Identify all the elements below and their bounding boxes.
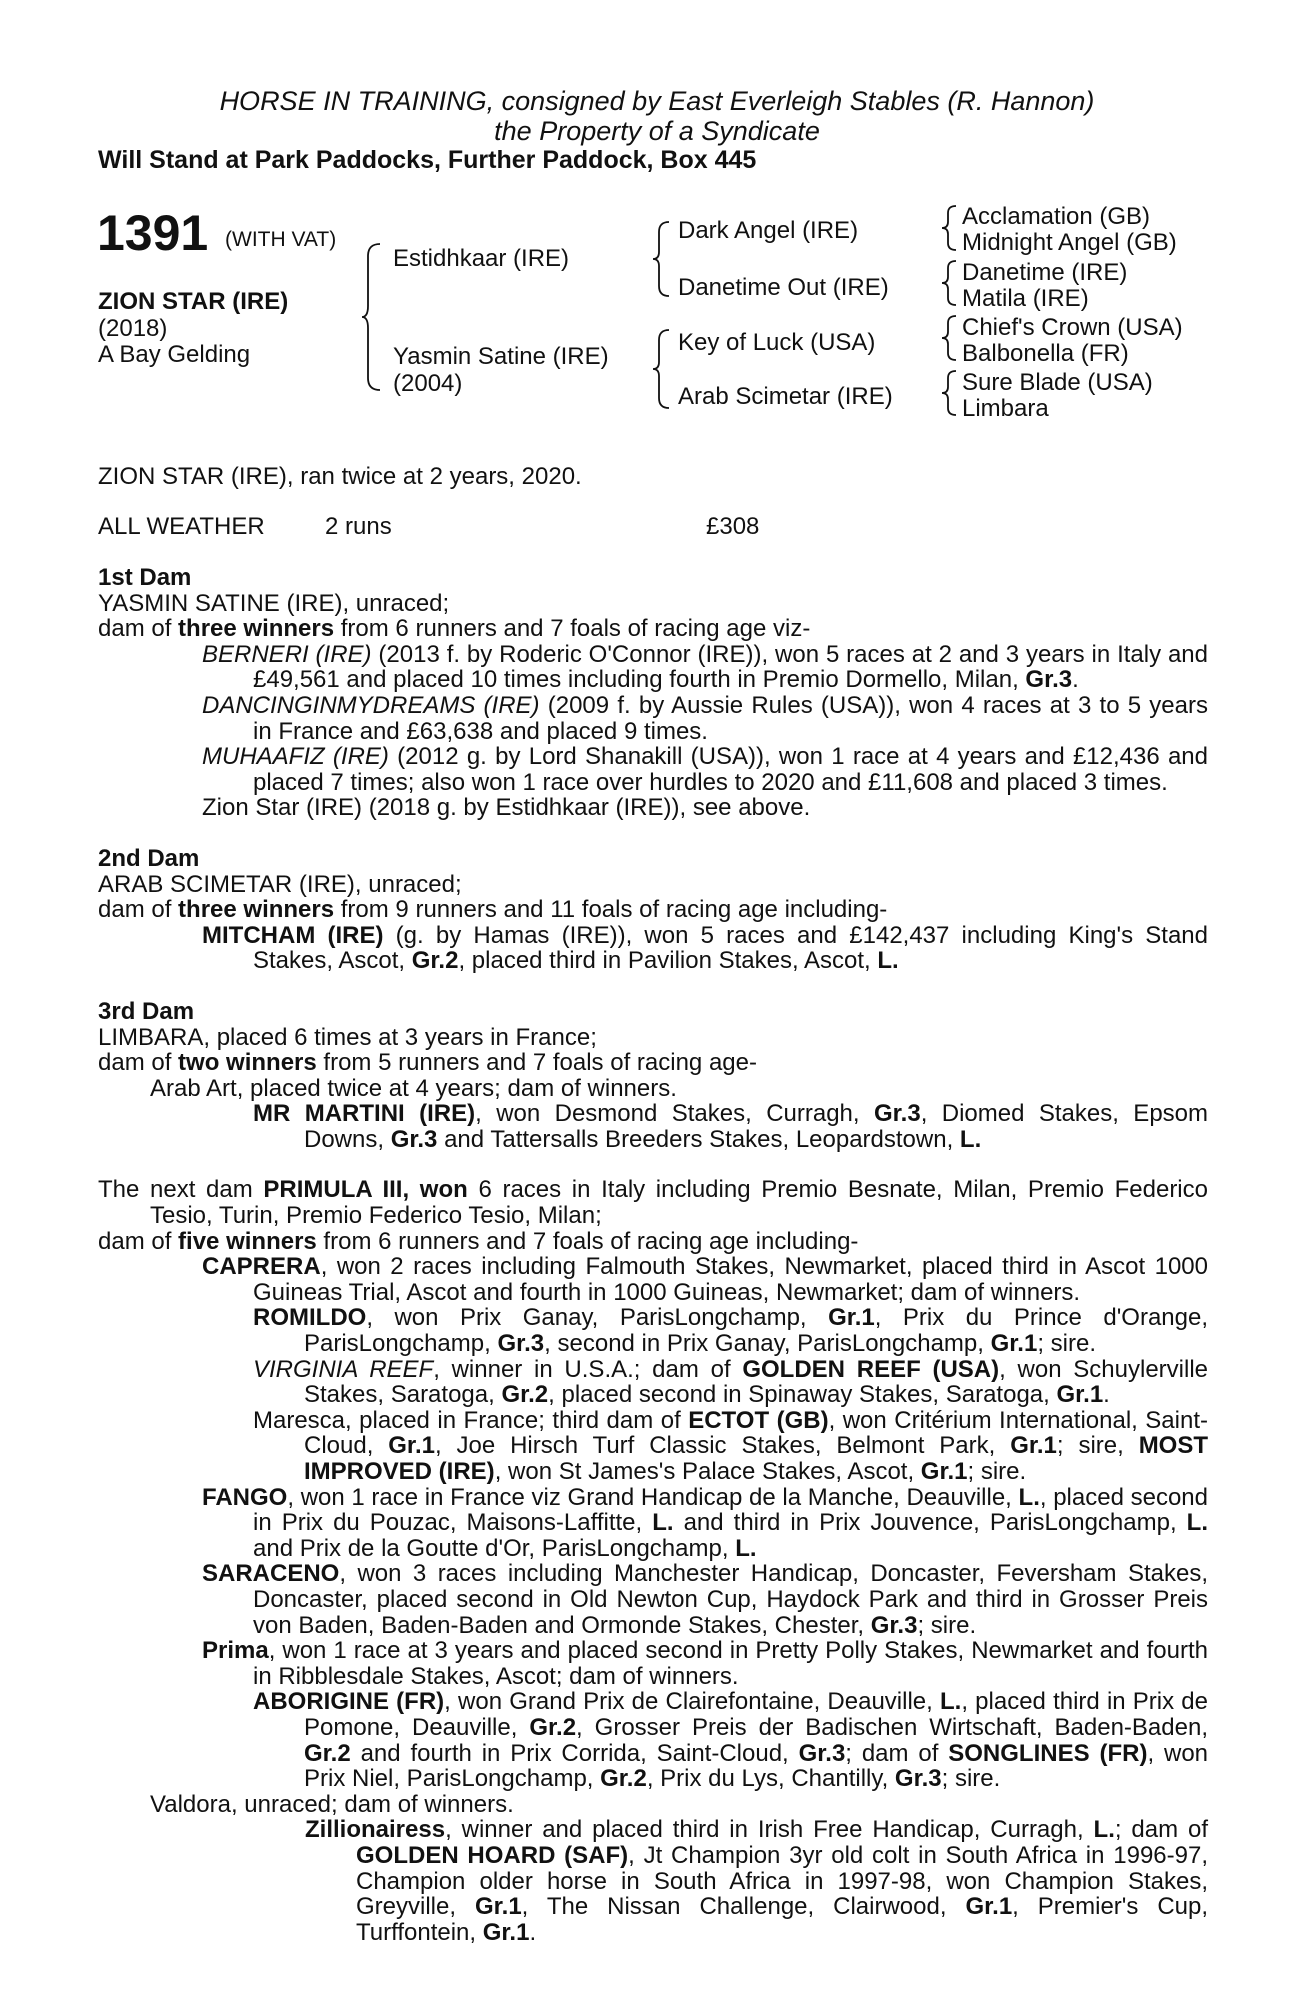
- first-dam-entry-zion-star: Zion Star (IRE) (2018 g. by Estidhkaar (IRE)), see above.: [202, 794, 811, 822]
- third-dam-line: LIMBARA, placed 6 times at 3 years in France;: [98, 1023, 597, 1051]
- entry-zillionairess: Zillionairess, winner and placed third in Irish Free Handicap, Curragh, L.; dam of GOLDEN HOARD (SAF), Jt Champion 3yr old colt in South Africa in 1996-97, Champion older horse in South Africa in 1997-98, won Champion Stakes, Greyville, Gr.1, The Nissan Challenge, Clairwood, Gr.1, Premier's Cup, Turffontein, Gr.1.: [305, 1816, 1209, 1946]
- pedigree-dam: Yasmin Satine (IRE): [393, 343, 609, 370]
- pedigree-g2: Midnight Angel (GB): [962, 229, 1177, 256]
- runs-count: 2 runs: [325, 513, 392, 540]
- entry-valdora: Valdora, unraced; dam of winners.: [150, 1790, 514, 1818]
- entry-maresca: Maresca, placed in France; third dam of ECTOT (GB), won Critérium International, Saint-Cloud, Gr.1, Joe Hirsch Turf Classic Stakes, Belmont Park, Gr.1; sire, MOST IMPROVED (IRE), won St James's Palace Stakes, Ascot, Gr.1; sire.: [253, 1406, 1209, 1485]
- race-record-summary: ZION STAR (IRE), ran twice at 2 years, 2020.: [98, 463, 582, 490]
- entry-virginia-reef: VIRGINIA REEF, winner in U.S.A.; dam of GOLDEN REEF (USA), won Schuylerville Stakes, Saratoga, Gr.2, placed second in Spinaway Stakes, Saratoga, Gr.1.: [253, 1355, 1209, 1409]
- pedigree-g4: Matila (IRE): [962, 285, 1089, 312]
- pedigree-brace-sire: [653, 220, 673, 298]
- first-dam-heading: 1st Dam: [98, 564, 192, 591]
- pedigree-g1: Acclamation (GB): [962, 203, 1151, 230]
- pedigree-brace-g4: [942, 369, 960, 417]
- entry-saraceno: SARACENO, won 3 races including Manchester Handicap, Doncaster, Feversham Stakes, Doncaster, placed second in Old Newton Cup, Haydock Park and third in Grosser Preis von Baden, Baden-Baden and Ormonde Stakes, Chester, Gr.3; sire.: [202, 1560, 1208, 1639]
- consignor-line: HORSE IN TRAINING, consigned by East Everleigh Stables (R. Hannon): [219, 86, 1095, 116]
- vat-note: (WITH VAT): [225, 228, 337, 251]
- second-dam-line: ARAB SCIMETAR (IRE), unraced;: [98, 870, 462, 898]
- pedigree-notes: [98, 565, 1208, 1945]
- property-line: the Property of a Syndicate: [494, 116, 820, 146]
- entry-caprera: CAPRERA, won 2 races including Falmouth Stakes, Newmarket, placed third in Ascot 1000 Guineas Trial, Ascot and fourth in 1000 Guineas, Newmarket; dam of winners.: [202, 1253, 1208, 1306]
- third-dam-entry-mr-martini: MR MARTINI (IRE), won Desmond Stakes, Curragh, Gr.3, Diomed Stakes, Epsom Downs, Gr.3 and Tattersalls Breeders Stakes, Leopardstown, L.: [253, 1100, 1209, 1153]
- pedigree-g7: Sure Blade (USA): [962, 369, 1153, 396]
- first-dam-entry-berneri: BERNERI (IRE) (2013 f. by Roderic O'Connor (IRE)), won 5 races at 2 and 3 years in Italy and £49,561 and placed 10 times including fourth in Premio Dormello, Milan, Gr.3.: [202, 640, 1208, 694]
- pedigree-brace-main: [362, 242, 384, 392]
- third-dam-heading: 3rd Dam: [98, 997, 195, 1025]
- next-dam-line: The next dam PRIMULA III, won 6 races in Italy including Premio Besnate, Milan, Premio Federico Tesio, Turin, Premio Federico Tesio, Milan;: [98, 1176, 1208, 1230]
- surface-label: ALL WEATHER: [98, 513, 265, 540]
- pedigree-g3: Danetime (IRE): [962, 259, 1128, 286]
- pedigree-brace-g2: [942, 259, 960, 307]
- pedigree-g6: Balbonella (FR): [962, 340, 1129, 367]
- entry-fango: FANGO, won 1 race in France viz Grand Handicap de la Manche, Deauville, L., placed second in Prix du Pouzac, Maisons-Laffitte, L. and third in Prix Jouvence, ParisLongchamp, L. and Prix de la Goutte d'Or, ParisLongchamp, L.: [202, 1483, 1208, 1562]
- pedigree-dam-year: (2004): [393, 370, 463, 397]
- second-dam-produce-summary: dam of three winners from 9 runners and 11 foals of racing age including-: [98, 896, 888, 924]
- stand-location: Will Stand at Park Paddocks, Further Paddock, Box 445: [98, 146, 757, 174]
- first-dam-produce-summary: dam of three winners from 6 runners and 7 foals of racing age viz-: [98, 615, 811, 643]
- pedigree-sire-sire: Dark Angel (IRE): [678, 217, 859, 244]
- entry-aborigine: ABORIGINE (FR), won Grand Prix de Clairefontaine, Deauville, L., placed third in Prix de Pomone, Deauville, Gr.2, Grosser Preis der Badischen Wirtschaft, Baden-Baden, Gr.2 and fourth in Prix Corrida, Saint-Cloud, Gr.3; dam of SONGLINES (FR), won Prix Niel, ParisLongchamp, Gr.2, Prix du Lys, Chantilly, Gr.3; sire.: [253, 1688, 1209, 1793]
- earnings: £308: [706, 513, 760, 540]
- second-dam-heading: 2nd Dam: [98, 844, 200, 872]
- foaling-year: (2018): [98, 315, 168, 342]
- first-dam-entry-dancinginmydreams: DANCINGINMYDREAMS (IRE) (2009 f. by Aussie Rules (USA)), won 4 races at 3 to 5 years in France and £63,638 and placed 9 times.: [202, 691, 1208, 745]
- next-dam-produce-summary: dam of five winners from 6 runners and 7 foals of racing age including-: [98, 1227, 859, 1255]
- pedigree-brace-g3: [942, 314, 960, 362]
- lot-number: 1391: [97, 205, 209, 261]
- third-dam-produce-summary: dam of two winners from 5 runners and 7 foals of racing age-: [98, 1049, 757, 1077]
- first-dam-entry-muhaafiz: MUHAAFIZ (IRE) (2012 g. by Lord Shanakill (USA)), won 1 race at 4 years and £12,436 and placed 7 times; also won 1 race over hurdles to 2020 and £11,608 and placed 3 times.: [202, 743, 1208, 796]
- second-dam-entry-mitcham: MITCHAM (IRE) (g. by Hamas (IRE)), won 5 races and £142,437 including King's Stand Stakes, Ascot, Gr.2, placed third in Pavilion Stakes, Ascot, L.: [202, 921, 1208, 975]
- pedigree-dam-dam: Arab Scimetar (IRE): [678, 383, 893, 410]
- horse-description: A Bay Gelding: [98, 341, 251, 368]
- pedigree-g5: Chief's Crown (USA): [962, 314, 1183, 341]
- third-dam-entry-arab-art: Arab Art, placed twice at 4 years; dam of winners.: [150, 1074, 677, 1102]
- pedigree-sire-dam: Danetime Out (IRE): [678, 274, 889, 301]
- horse-name: ZION STAR (IRE): [98, 288, 289, 315]
- entry-prima: Prima, won 1 race at 3 years and placed second in Pretty Polly Stakes, Newmarket and fourth in Ribblesdale Stakes, Ascot; dam of winners.: [202, 1637, 1208, 1690]
- pedigree-sire: Estidhkaar (IRE): [393, 245, 570, 272]
- first-dam-line: YASMIN SATINE (IRE), unraced;: [98, 589, 450, 617]
- pedigree-brace-dam: [653, 328, 673, 410]
- entry-romildo: ROMILDO, won Prix Ganay, ParisLongchamp, Gr.1, Prix du Prince d'Orange, ParisLongchamp, Gr.3, second in Prix Ganay, ParisLongchamp, Gr.1; sire.: [253, 1304, 1208, 1358]
- pedigree-brace-g1: [942, 204, 960, 252]
- pedigree-g8: Limbara: [962, 395, 1049, 422]
- pedigree-dam-sire: Key of Luck (USA): [678, 329, 876, 356]
